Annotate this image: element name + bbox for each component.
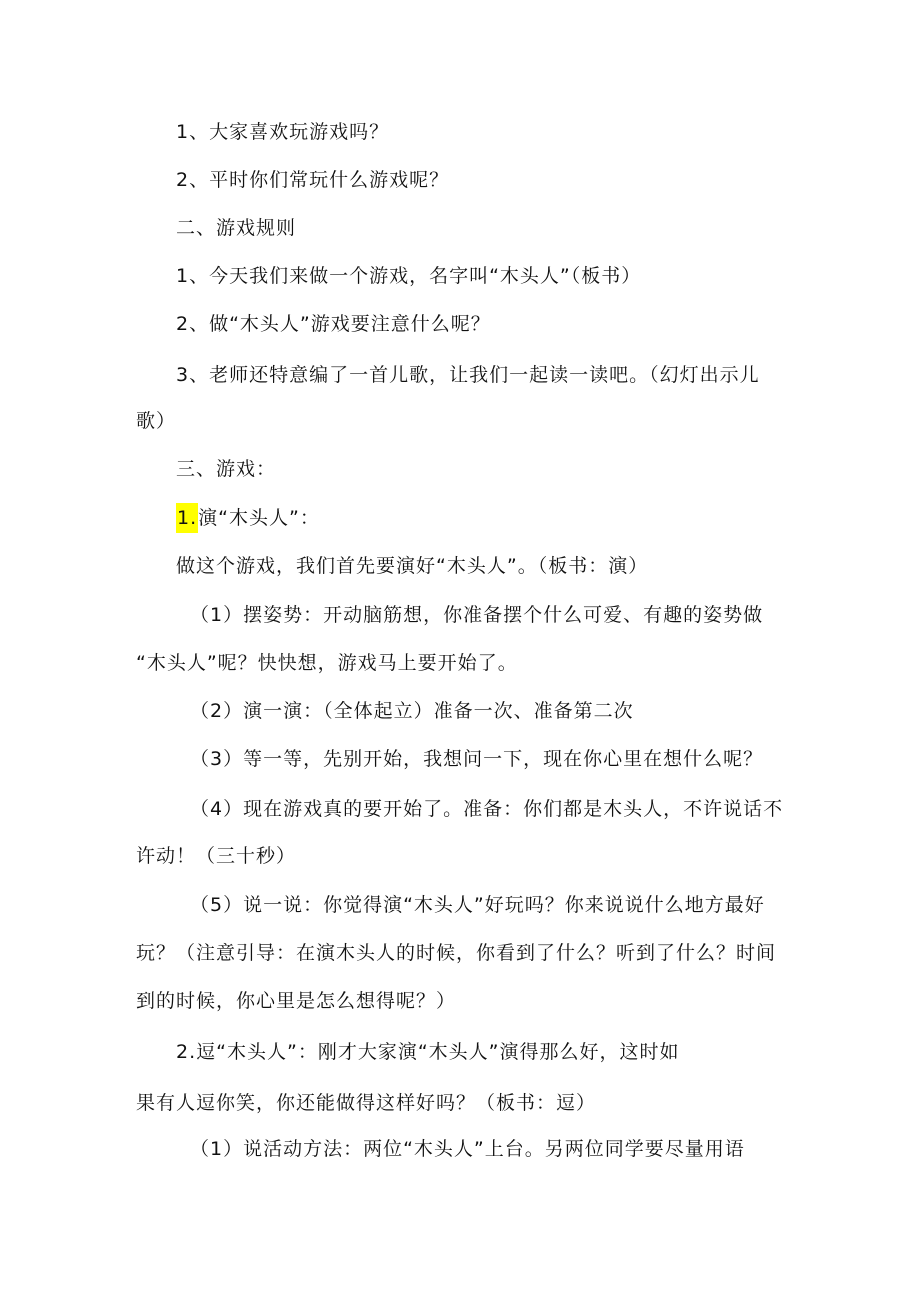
text-line: （2）演一演：（全体起立）准备一次、准备第二次 — [190, 700, 634, 722]
text-line — [176, 505, 320, 531]
text-line: （3）等一等，先别开始，我想问一下，现在你心里在想什么呢？ — [190, 748, 764, 770]
text-line: 1、今天我们来做一个游戏，名字叫“木头人”（板书） — [176, 265, 642, 287]
text-line: 3、老师还特意编了一首儿歌，让我们一起读一读吧。（幻灯出示儿 — [176, 364, 760, 386]
text-line: 果有人逗你笑，你还能做得这样好吗？（板书：逗） — [136, 1092, 597, 1114]
text-line: （4）现在游戏真的要开始了。准备：你们都是木头人，不许说话不 — [190, 798, 784, 820]
highlighted-number: 1. — [176, 503, 198, 533]
text-line: （5）说一说：你觉得演“木头人”好玩吗？你来说说什么地方最好 — [190, 894, 765, 916]
text-line: 1、大家喜欢玩游戏吗？ — [176, 121, 390, 143]
section-heading: 三、游戏： — [176, 458, 277, 480]
text-line: 2.逗“木头人”：刚才大家演“木头人”演得那么好，这时如 — [176, 1041, 680, 1063]
text-line: 2、平时你们常玩什么游戏呢？ — [176, 169, 450, 191]
text-line: 许动！（三十秒） — [136, 845, 297, 867]
text-line: 2、做“木头人”游戏要注意什么呢？ — [176, 313, 491, 335]
text-line: （1）摆姿势：开动脑筋想，你准备摆个什么可爱、有趣的姿势做 — [190, 604, 764, 626]
text-line: 到的时候，你心里是怎么想得呢？） — [136, 990, 457, 1012]
section-heading: 二、游戏规则 — [176, 217, 297, 239]
text-line: 玩？（注意引导：在演木头人的时候，你看到了什么？听到了什么？时间 — [136, 942, 777, 964]
text-line: （1）说活动方法：两位“木头人”上台。另两位同学要尽量用语 — [190, 1138, 745, 1160]
text-line: “木头人”呢？快快想，游戏马上要开始了。 — [136, 652, 518, 674]
item-title: 演“木头人”： — [198, 507, 320, 529]
text-line: 歌） — [136, 410, 177, 432]
text-line: 做这个游戏，我们首先要演好“木头人”。（板书：演） — [176, 555, 649, 577]
